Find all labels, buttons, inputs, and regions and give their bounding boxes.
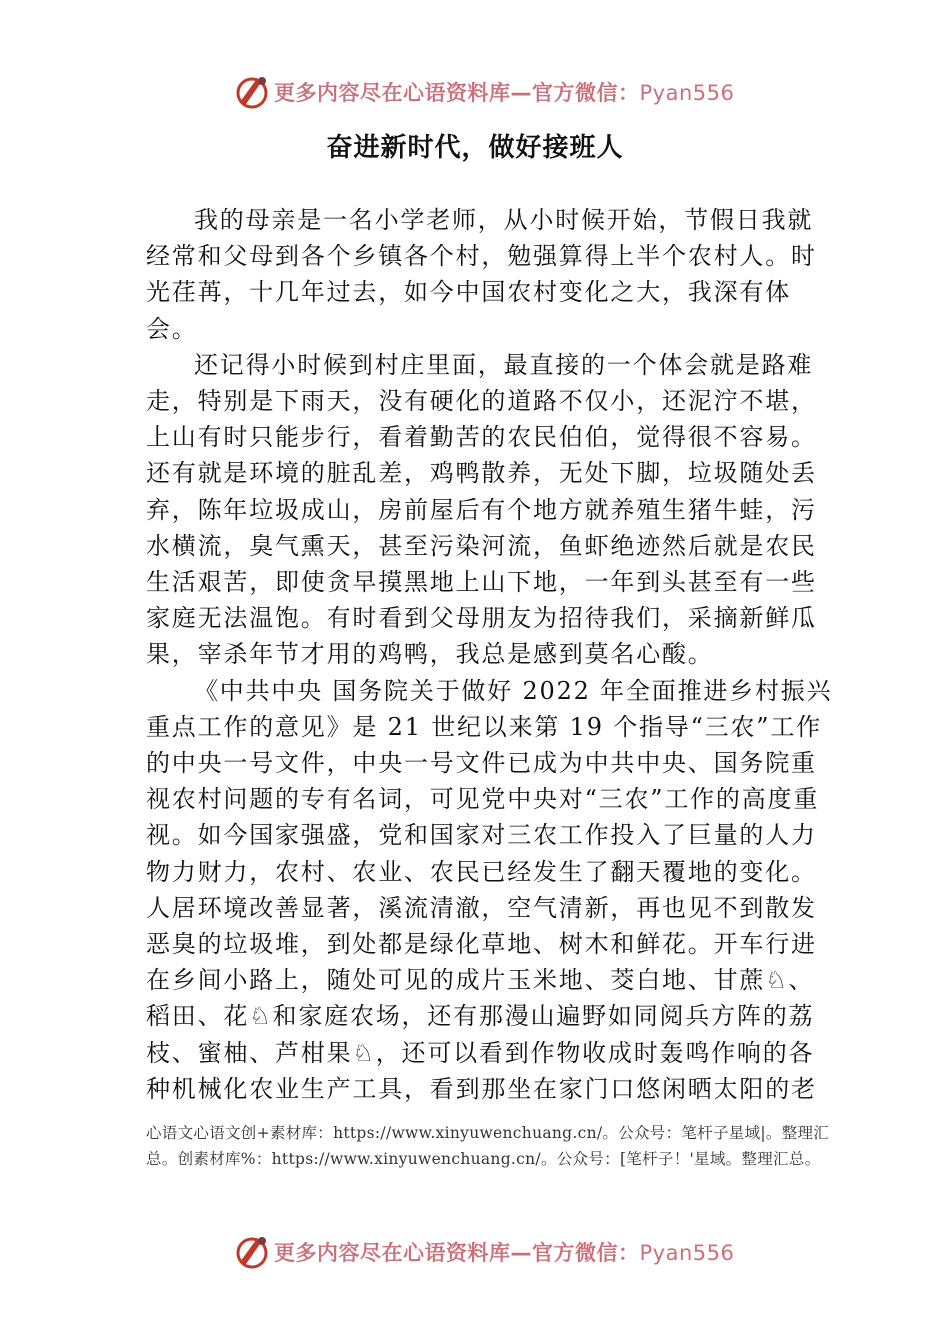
page-title: 奋进新时代，做好接班人 xyxy=(326,133,624,163)
brand-logo-icon xyxy=(232,1232,272,1272)
banner-label: 更多内容尽在心语资料库—官方微信： xyxy=(274,81,640,105)
wechat-handle: Pyan556 xyxy=(639,1241,735,1265)
banner-text xyxy=(274,1237,734,1267)
paragraph-1: 我的母亲是一名小学老师，从小时候开始，节假日我就经常和父母到各个乡镇各个村，勉强算得上半个农村人。时光荏苒，十几年过去，如今中国农村变化之大，我深有体会。 xyxy=(146,206,817,343)
banner-label: 更多内容尽在心语资料库—官方微信： xyxy=(274,1241,640,1265)
header-watermark-banner xyxy=(232,72,735,112)
wechat-handle: Pyan556 xyxy=(639,81,735,105)
source-footnote: 心语文心语文创+素材库：https://www.xinyuwenchuang.cn/。公众号：笔杆子星域|。整理汇总。创素材库%：https://www.xinyuwenchuang.cn/。公众号：[笔杆子！'星域。整理汇总。 xyxy=(146,1124,830,1168)
paragraph-3: 《中共中央 国务院关于做好 2022 年全面推进乡村振兴重点工作的意见》是 21 世纪以来第 19 个指导“三农”工作的中央一号文件，中央一号文件已成为中共中央、国务院重视农村问题的专有名词，可见党中央对“三农”工作的高度重视。如今国家强盛，党和国家对三农工作投入了巨量的人力物力财力，农村、农业、农民已经发生了翻天覆地的变化。人居环境改善显著，溪流清澈，空气清新，再也见不到散发恶臭的垃圾堆，到处都是绿化草地、树木和鲜花。开车行进在乡间小路上，随处可见的成片玉米地、茭白地、甘蔗♘、稻田、花♘和家庭农场，还有那漫山遍野如同阅兵方阵的荔枝、蜜柚、芦柑果♘，还可以看到作物收成时轰鸣作响的各种机械化农业生产工具，看到那坐在家门口悠闲晒太阳的老 xyxy=(146,676,833,1103)
paragraph-2: 还记得小时候到村庄里面，最直接的一个体会就是路难走，特别是下雨天，没有硬化的道路不仅小，还泥泞不堪， 上山有时只能步行，看着勤苦的农民伯伯，觉得很不容易。还有就是环境的脏乱差，鸡鸭散养，无处下脚，垃圾随处丢弃，陈年垃圾成山，房前屋后有个地方就养殖生猪牛蛙，污水横流，臭气熏天，甚至污染河流，鱼虾绝迹然后就是农民生活艰苦，即使贪早摸黑地上山下地，一年到头甚至有一些家庭无法温饱。有时看到父母朋友为招待我们，采摘新鲜瓜果，宰杀年节才用的鸡鸭，我总是感到莫名心酸。 xyxy=(146,350,817,669)
article-body xyxy=(146,202,836,1107)
footer-watermark-banner xyxy=(232,1232,735,1272)
brand-logo-icon xyxy=(232,72,272,112)
banner-text xyxy=(274,77,734,107)
